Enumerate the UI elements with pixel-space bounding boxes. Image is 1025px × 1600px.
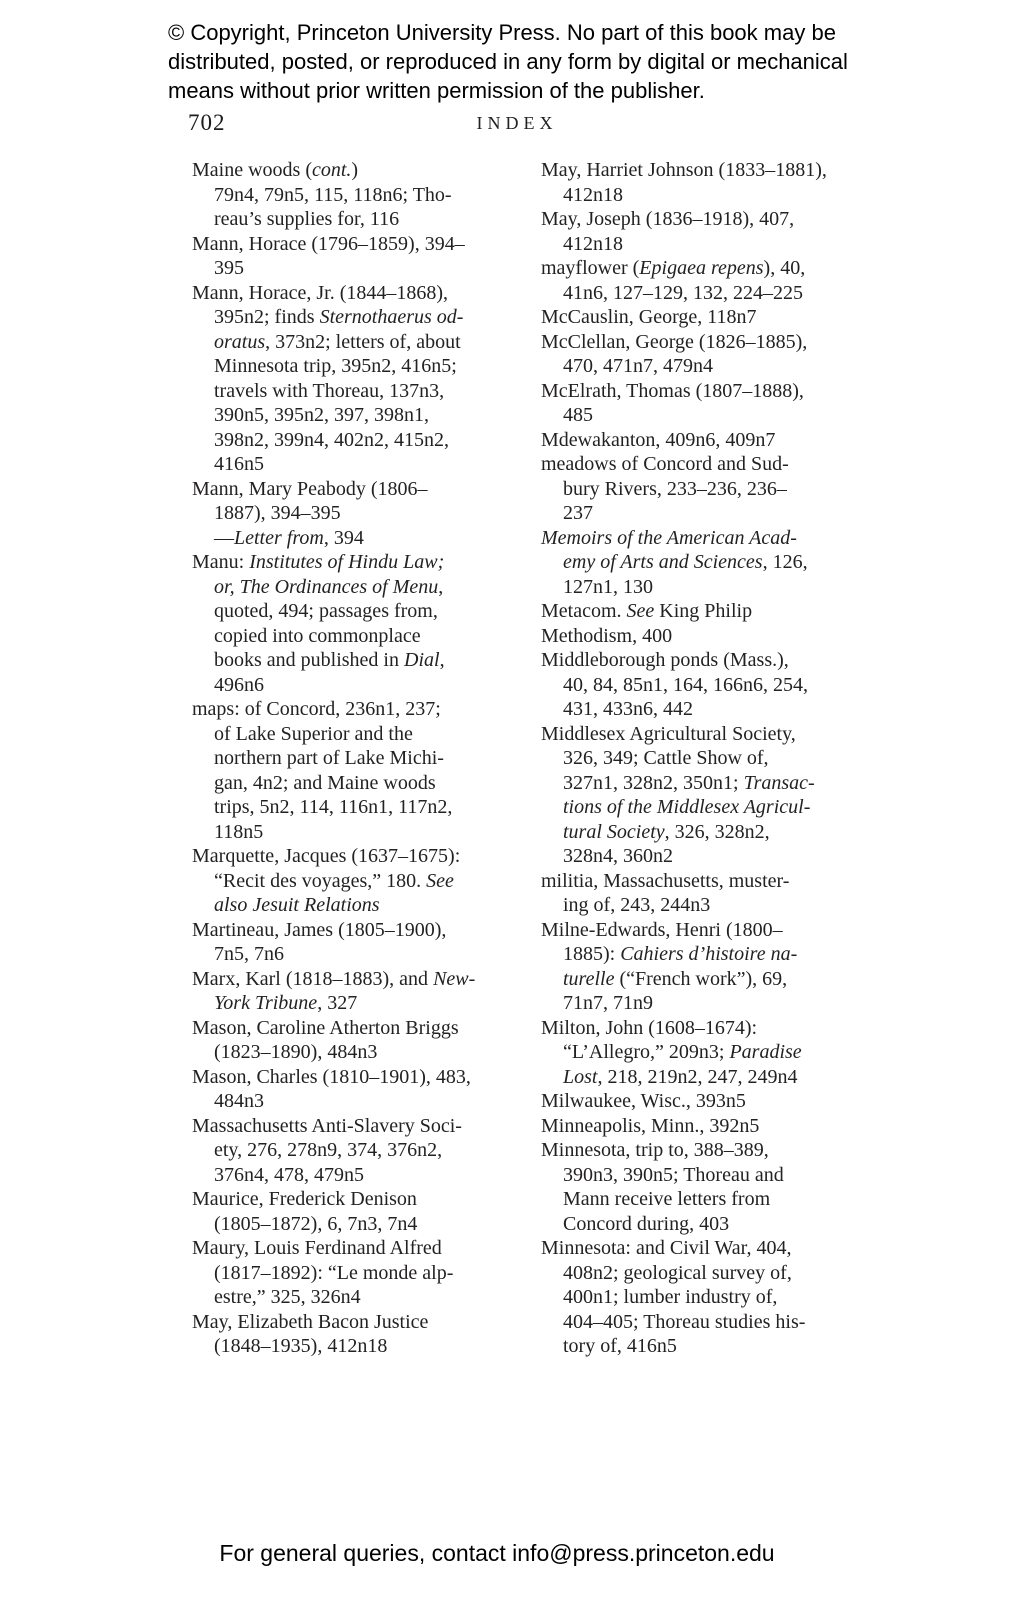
index-line — [192, 354, 513, 379]
index-line — [192, 624, 513, 649]
index-text: (1823–1890), 484n3 — [214, 1041, 378, 1063]
index-text: Mason, Charles (1810–1901), 483, — [192, 1065, 471, 1088]
index-text: ety, 276, 278n9, 374, 376n2, — [214, 1139, 443, 1161]
index-text: Milne-Edwards, Henri (1800– — [541, 918, 783, 941]
index-text: 7n5, 7n6 — [214, 943, 284, 965]
index-entry — [192, 158, 513, 232]
index-text-italic: Institutes of Hindu Law; — [249, 551, 445, 573]
index-text: Minnesota trip, 395n2, 416n5; — [214, 355, 457, 377]
index-text: , — [438, 575, 444, 598]
index-text: Mann, Horace, Jr. (1844–1868), — [192, 281, 449, 304]
index-text-italic: tions of the Middlesex Agricul- — [563, 796, 811, 818]
index-text-italic: Sternothaerus od- — [319, 306, 464, 328]
index-text-italic: Transac- — [743, 771, 815, 794]
index-text: 237 — [563, 502, 593, 524]
index-line — [541, 1138, 862, 1163]
index-line — [192, 1138, 513, 1163]
index-line — [192, 550, 513, 575]
index-line — [192, 1114, 513, 1139]
index-line — [541, 281, 862, 306]
index-line — [541, 379, 862, 404]
index-text: Middlesex Agricultural Society, — [541, 722, 796, 745]
index-text: mayflower ( — [541, 257, 640, 279]
index-text: 408n2; geological survey of, — [563, 1261, 792, 1284]
index-text: Marquette, Jacques (1637–1675): — [192, 845, 461, 867]
index-entry — [541, 207, 862, 256]
index-text: 118n5 — [214, 820, 264, 843]
index-line — [541, 550, 862, 575]
index-entry — [541, 1138, 862, 1236]
index-line — [541, 893, 862, 918]
index-line — [541, 844, 862, 869]
index-text: McElrath, Thomas (1807–1888), — [541, 379, 804, 402]
index-entry — [192, 918, 513, 967]
index-text: 404–405; Thoreau studies his- — [563, 1310, 806, 1333]
index-line — [541, 991, 862, 1016]
index-entry — [541, 305, 862, 330]
index-entry — [541, 379, 862, 428]
index-entry — [192, 1016, 513, 1065]
index-line — [541, 746, 862, 771]
index-text: of Lake Superior and the — [214, 722, 413, 745]
index-line — [192, 1187, 513, 1212]
index-text: , — [439, 649, 445, 671]
index-text: , 326, 328n2, — [664, 820, 770, 843]
copyright-line: means without prior written permission of the publisher. — [168, 78, 705, 103]
index-text: Middleborough ponds (Mass.), — [541, 649, 789, 671]
index-line — [541, 1065, 862, 1090]
index-line — [192, 697, 513, 722]
index-line — [541, 1114, 862, 1139]
index-text-italic: Memoirs of the American Acad- — [541, 526, 797, 549]
index-line — [192, 281, 513, 306]
index-text: McClellan, George (1826–1885), — [541, 330, 808, 353]
index-entry — [541, 158, 862, 207]
index-line — [541, 207, 862, 232]
index-line — [192, 746, 513, 771]
index-line — [192, 1310, 513, 1335]
index-text: 431, 433n6, 442 — [563, 698, 693, 720]
index-line — [541, 232, 862, 257]
index-text-italic: See — [426, 869, 454, 892]
index-text: (1817–1892): “Le monde alp- — [214, 1261, 454, 1284]
index-text: Minnesota, trip to, 388–389, — [541, 1139, 769, 1161]
index-text: 40, 84, 85n1, 164, 166n6, 254, — [563, 673, 808, 696]
index-line — [192, 942, 513, 967]
index-text: Milwaukee, Wisc., 393n5 — [541, 1090, 746, 1112]
page-number: 702 — [188, 110, 226, 135]
index-line — [541, 501, 862, 526]
index-text: Mann, Mary Peabody (1806– — [192, 477, 428, 500]
index-text: 41n6, 127–129, 132, 224–225 — [563, 281, 803, 304]
index-line — [541, 1261, 862, 1286]
index-text: 412n18 — [563, 183, 623, 206]
footer-contact: For general queries, contact info@press.princeton.edu — [219, 1540, 775, 1566]
index-line — [541, 771, 862, 796]
index-entry — [192, 967, 513, 1016]
index-text: Maury, Louis Ferdinand Alfred — [192, 1237, 442, 1259]
index-line — [541, 624, 862, 649]
index-text: (“French work”), 69, — [614, 967, 788, 990]
index-line — [541, 158, 862, 183]
index-line — [192, 379, 513, 404]
index-line — [192, 869, 513, 894]
index-text-italic: Epigaea repens — [639, 257, 764, 279]
index-text-italic: Lost — [563, 1065, 598, 1088]
index-line — [541, 305, 862, 330]
index-text: 496n6 — [214, 673, 264, 696]
index-entry — [541, 256, 862, 305]
index-line — [192, 820, 513, 845]
index-text: King Philip — [654, 600, 753, 622]
index-text-italic: cont. — [311, 159, 352, 181]
index-entry — [541, 1089, 862, 1114]
index-text: 484n3 — [214, 1090, 264, 1112]
index-line — [541, 330, 862, 355]
index-text: militia, Massachusetts, muster- — [541, 869, 790, 892]
index-line — [192, 673, 513, 698]
index-line — [192, 967, 513, 992]
index-text: “Recit des voyages,” 180. — [214, 869, 427, 892]
copyright-line: © Copyright, Princeton University Press. No part of this book may be — [168, 20, 836, 45]
page-header — [188, 108, 846, 140]
index-text: northern part of Lake Michi- — [214, 747, 444, 769]
index-entry — [192, 697, 513, 844]
index-line — [192, 1285, 513, 1310]
index-line — [541, 1040, 862, 1065]
index-text-italic: New- — [433, 967, 476, 990]
index-text: 376n4, 478, 479n5 — [214, 1163, 364, 1186]
index-entry — [541, 526, 862, 600]
index-line — [192, 991, 513, 1016]
index-text-italic: turelle — [563, 967, 615, 990]
index-entry — [541, 428, 862, 453]
index-entry — [192, 1310, 513, 1359]
index-text: 328n4, 360n2 — [563, 845, 673, 867]
index-text: McCauslin, George, 118n7 — [541, 306, 757, 328]
index-text: Martineau, James (1805–1900), — [192, 918, 447, 941]
index-text: estre,” 325, 326n4 — [214, 1286, 361, 1308]
index-entry — [541, 599, 862, 624]
index-line — [541, 697, 862, 722]
index-text: ing of, 243, 244n3 — [563, 894, 711, 916]
index-entry — [541, 1114, 862, 1139]
page-title: INDEX — [476, 113, 558, 133]
index-text: Minneapolis, Minn., 392n5 — [541, 1114, 760, 1137]
index-text: Marx, Karl (1818–1883), and — [192, 967, 434, 990]
index-line — [192, 1261, 513, 1286]
index-text: (1805–1872), 6, 7n3, 7n4 — [214, 1212, 418, 1235]
index-line — [192, 575, 513, 600]
index-line — [541, 428, 862, 453]
index-line — [541, 1236, 862, 1261]
index-line — [192, 771, 513, 796]
index-text: Maine woods ( — [192, 159, 312, 181]
index-text-italic: York Tribune — [214, 992, 318, 1014]
index-text-italic: Dial — [404, 649, 440, 671]
index-text: travels with Thoreau, 137n3, — [214, 379, 445, 402]
index-line — [192, 795, 513, 820]
index-text: trips, 5n2, 114, 116n1, 117n2, — [214, 796, 453, 818]
index-line — [192, 1212, 513, 1237]
index-text: Methodism, 400 — [541, 624, 673, 647]
index-line — [192, 1065, 513, 1090]
index-line — [541, 452, 862, 477]
index-line — [192, 330, 513, 355]
index-line — [192, 1040, 513, 1065]
index-line — [541, 942, 862, 967]
index-entry — [192, 232, 513, 281]
index-line — [192, 918, 513, 943]
index-text: tory of, 416n5 — [563, 1335, 677, 1357]
index-text: ) — [351, 159, 359, 181]
index-entry — [541, 648, 862, 722]
index-line — [192, 428, 513, 453]
index-text: 1885): — [563, 943, 621, 965]
index-text: 395 — [214, 257, 244, 279]
index-text: 470, 471n7, 479n4 — [563, 355, 713, 377]
index-line — [192, 1236, 513, 1261]
index-text: 485 — [563, 404, 593, 426]
index-entry — [541, 869, 862, 918]
copyright-notice — [168, 18, 888, 105]
index-text: 400n1; lumber industry of, — [563, 1286, 778, 1308]
index-text: 71n7, 71n9 — [563, 992, 653, 1014]
index-text-italic: or, The Ordinances of Menu — [214, 575, 439, 598]
index-line — [541, 918, 862, 943]
index-line — [192, 844, 513, 869]
index-column-right — [541, 158, 862, 1359]
index-text: , 126, — [762, 551, 808, 573]
index-column-left — [192, 158, 513, 1359]
index-entry — [192, 1065, 513, 1114]
index-text: quoted, 494; passages from, — [214, 600, 438, 622]
index-text: May, Joseph (1836–1918), 407, — [541, 208, 795, 230]
index-text-italic: Paradise — [729, 1041, 802, 1063]
index-text: 416n5 — [214, 453, 264, 475]
index-line — [541, 477, 862, 502]
index-line — [192, 1163, 513, 1188]
index-line — [192, 1016, 513, 1041]
index-line — [541, 1187, 862, 1212]
index-text: Maurice, Frederick Denison — [192, 1188, 417, 1210]
index-text: 398n2, 399n4, 402n2, 415n2, — [214, 428, 449, 451]
index-entry — [192, 1114, 513, 1188]
index-text: , 394 — [323, 526, 364, 549]
index-text: 412n18 — [563, 232, 623, 255]
index-text: Mann, Horace (1796–1859), 394– — [192, 232, 465, 255]
index-line — [192, 207, 513, 232]
index-entry — [192, 844, 513, 918]
index-line — [541, 575, 862, 600]
index-line — [541, 354, 862, 379]
index-line — [192, 893, 513, 918]
index-text: 327n1, 328n2, 350n1; — [563, 771, 744, 794]
index-entry — [541, 1236, 862, 1359]
index-entry — [192, 477, 513, 551]
index-line — [192, 1089, 513, 1114]
index-line — [541, 648, 862, 673]
index-text: books and published in — [214, 649, 404, 671]
index-entry — [541, 330, 862, 379]
index-text: 79n4, 79n5, 115, 118n6; Tho- — [214, 183, 452, 206]
index-text: 395n2; finds — [214, 306, 320, 328]
index-entry — [192, 550, 513, 697]
index-text: 390n5, 395n2, 397, 398n1, — [214, 404, 429, 426]
index-line — [192, 722, 513, 747]
index-entry — [192, 281, 513, 477]
index-text: Metacom. — [541, 600, 627, 622]
index-entry — [541, 918, 862, 1016]
index-text-italic: oratus — [214, 330, 266, 353]
index-line — [541, 256, 862, 281]
index-line — [192, 183, 513, 208]
index-columns — [192, 158, 862, 1359]
index-line — [192, 403, 513, 428]
index-text: 390n3, 390n5; Thoreau and — [563, 1163, 784, 1186]
index-text: maps: of Concord, 236n1, 237; — [192, 698, 441, 720]
index-text: Massachusetts Anti-Slavery Soci- — [192, 1114, 462, 1137]
index-entry — [192, 1187, 513, 1236]
index-line — [541, 183, 862, 208]
index-text: reau’s supplies for, 116 — [214, 208, 400, 230]
index-text-italic: also Jesuit Relations — [214, 894, 380, 916]
index-line — [192, 158, 513, 183]
index-line — [541, 820, 862, 845]
index-text: Milton, John (1608–1674): — [541, 1016, 758, 1039]
index-text: “L’Allegro,” 209n3; — [563, 1041, 730, 1063]
index-text: bury Rivers, 233–236, 236– — [563, 477, 787, 500]
index-line — [541, 1163, 862, 1188]
index-line — [541, 722, 862, 747]
index-text-italic: Letter from — [234, 526, 324, 549]
index-line — [541, 1334, 862, 1359]
index-text: — — [214, 526, 234, 549]
index-line — [192, 452, 513, 477]
index-line — [541, 673, 862, 698]
index-text-italic: tural Society — [563, 820, 665, 843]
index-line — [541, 1285, 862, 1310]
index-text-italic: Cahiers d’histoire na- — [620, 943, 798, 965]
index-text: Minnesota: and Civil War, 404, — [541, 1237, 792, 1259]
index-line — [192, 1334, 513, 1359]
index-line — [541, 599, 862, 624]
index-line — [192, 256, 513, 281]
index-line — [541, 526, 862, 551]
index-text: , 218, 219n2, 247, 249n4 — [597, 1065, 798, 1088]
index-line — [192, 501, 513, 526]
index-entry — [541, 452, 862, 526]
index-text: Mann receive letters from — [563, 1188, 771, 1210]
index-line — [541, 967, 862, 992]
index-text: meadows of Concord and Sud- — [541, 453, 789, 475]
index-text: copied into commonplace — [214, 624, 421, 647]
index-line — [192, 232, 513, 257]
index-text: 127n1, 130 — [563, 575, 653, 598]
index-text: , 373n2; letters of, about — [265, 330, 461, 353]
index-line — [541, 1016, 862, 1041]
index-entry — [541, 722, 862, 869]
index-line — [192, 477, 513, 502]
index-text: Mdewakanton, 409n6, 409n7 — [541, 428, 776, 451]
index-text: gan, 4n2; and Maine woods — [214, 771, 436, 794]
index-entry — [541, 624, 862, 649]
index-line — [541, 795, 862, 820]
index-entry — [192, 1236, 513, 1310]
index-text: ), 40, — [763, 257, 806, 279]
index-line — [541, 1310, 862, 1335]
copyright-line: distributed, posted, or reproduced in any form by digital or mechanical — [168, 49, 848, 74]
index-text-italic: emy of Arts and Sciences — [563, 551, 763, 573]
index-entry — [541, 1016, 862, 1090]
index-line — [541, 1089, 862, 1114]
index-text-italic: See — [626, 600, 655, 622]
index-text: Mason, Caroline Atherton Briggs — [192, 1016, 459, 1039]
index-text: May, Elizabeth Bacon Justice — [192, 1310, 429, 1333]
index-text: , 327 — [317, 992, 358, 1014]
index-line — [541, 403, 862, 428]
index-text: Concord during, 403 — [563, 1212, 730, 1235]
index-line — [541, 1212, 862, 1237]
index-text: 1887), 394–395 — [214, 502, 341, 524]
index-text: Manu: — [192, 551, 250, 573]
index-line — [192, 599, 513, 624]
index-text: (1848–1935), 412n18 — [214, 1335, 388, 1357]
index-line — [192, 526, 513, 551]
index-line — [192, 648, 513, 673]
index-line — [541, 869, 862, 894]
index-text: 326, 349; Cattle Show of, — [563, 747, 769, 769]
index-text: May, Harriet Johnson (1833–1881), — [541, 159, 827, 181]
index-line — [192, 305, 513, 330]
